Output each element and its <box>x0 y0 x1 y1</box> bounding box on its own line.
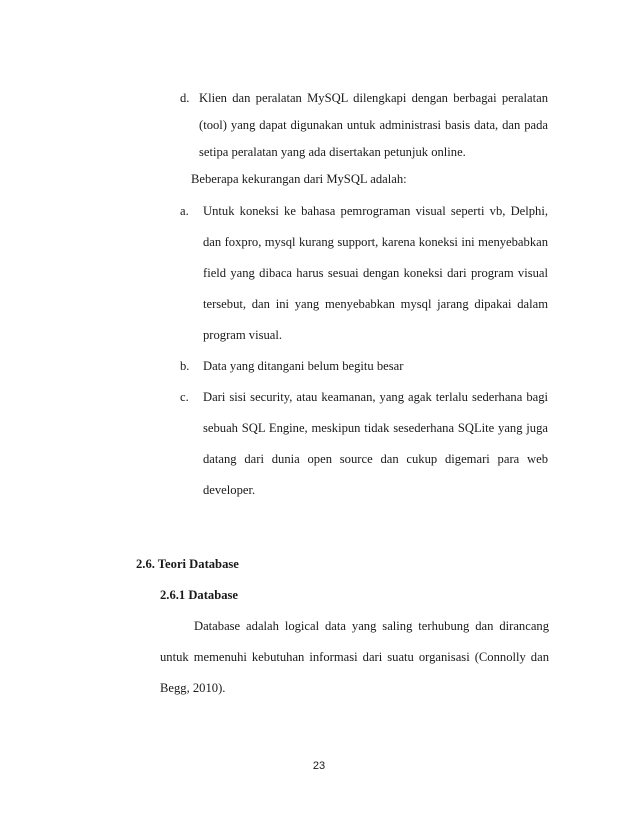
section-heading: 2.6. Teori Database <box>136 557 239 571</box>
subsection-heading: 2.6.1 Database <box>160 588 239 602</box>
list-item-d-line-1: Klien dan peralatan MySQL dilengkapi dengan berbagai peralatan <box>199 91 548 105</box>
list-marker-c: c. <box>180 390 189 404</box>
list-item-c-line-4: developer. <box>203 483 256 497</box>
paragraph-line-2: untuk memenuhi kebutuhan informasi dari suatu organisasi (Connolly dan <box>160 650 549 664</box>
list-marker-b: b. <box>180 359 190 373</box>
list-item-d-line-3: setipa peralatan yang ada disertakan petunjuk online. <box>199 145 466 159</box>
list-item-a-line-1: Untuk koneksi ke bahasa pemrograman visual seperti vb, Delphi, <box>203 204 548 218</box>
list-item-d-line-2: (tool) yang dapat digunakan untuk administrasi basis data, dan pada <box>199 118 548 132</box>
list-item-a-line-4: tersebut, dan ini yang menyebabkan mysql jarang dipakai dalam <box>203 297 548 311</box>
list-item-b-line-1: Data yang ditangani belum begitu besar <box>203 359 404 373</box>
list-item-c-line-3: datang dari dunia open source dan cukup digemari para web <box>203 452 548 466</box>
list-item-a-line-5: program visual. <box>203 328 283 342</box>
list-item-a-line-2: dan foxpro, mysql kurang support, karena koneksi ini menyebabkan <box>203 235 548 249</box>
paragraph-line-3: Begg, 2010). <box>160 681 226 695</box>
list-marker-a: a. <box>180 204 189 218</box>
list-item-a-line-3: field yang dibaca harus sesuai dengan koneksi dari program visual <box>203 266 548 280</box>
paragraph-line-1: Database adalah logical data yang saling terhubung dan dirancang <box>194 619 549 633</box>
page-number: 23 <box>312 760 326 772</box>
list-item-c-line-2: sebuah SQL Engine, meskipun tidak sesederhana SQLite yang juga <box>203 421 548 435</box>
list-marker-d: d. <box>180 91 190 105</box>
weakness-intro: Beberapa kekurangan dari MySQL adalah: <box>191 172 407 186</box>
list-item-c-line-1: Dari sisi security, atau keamanan, yang agak terlalu sederhana bagi <box>203 390 548 404</box>
